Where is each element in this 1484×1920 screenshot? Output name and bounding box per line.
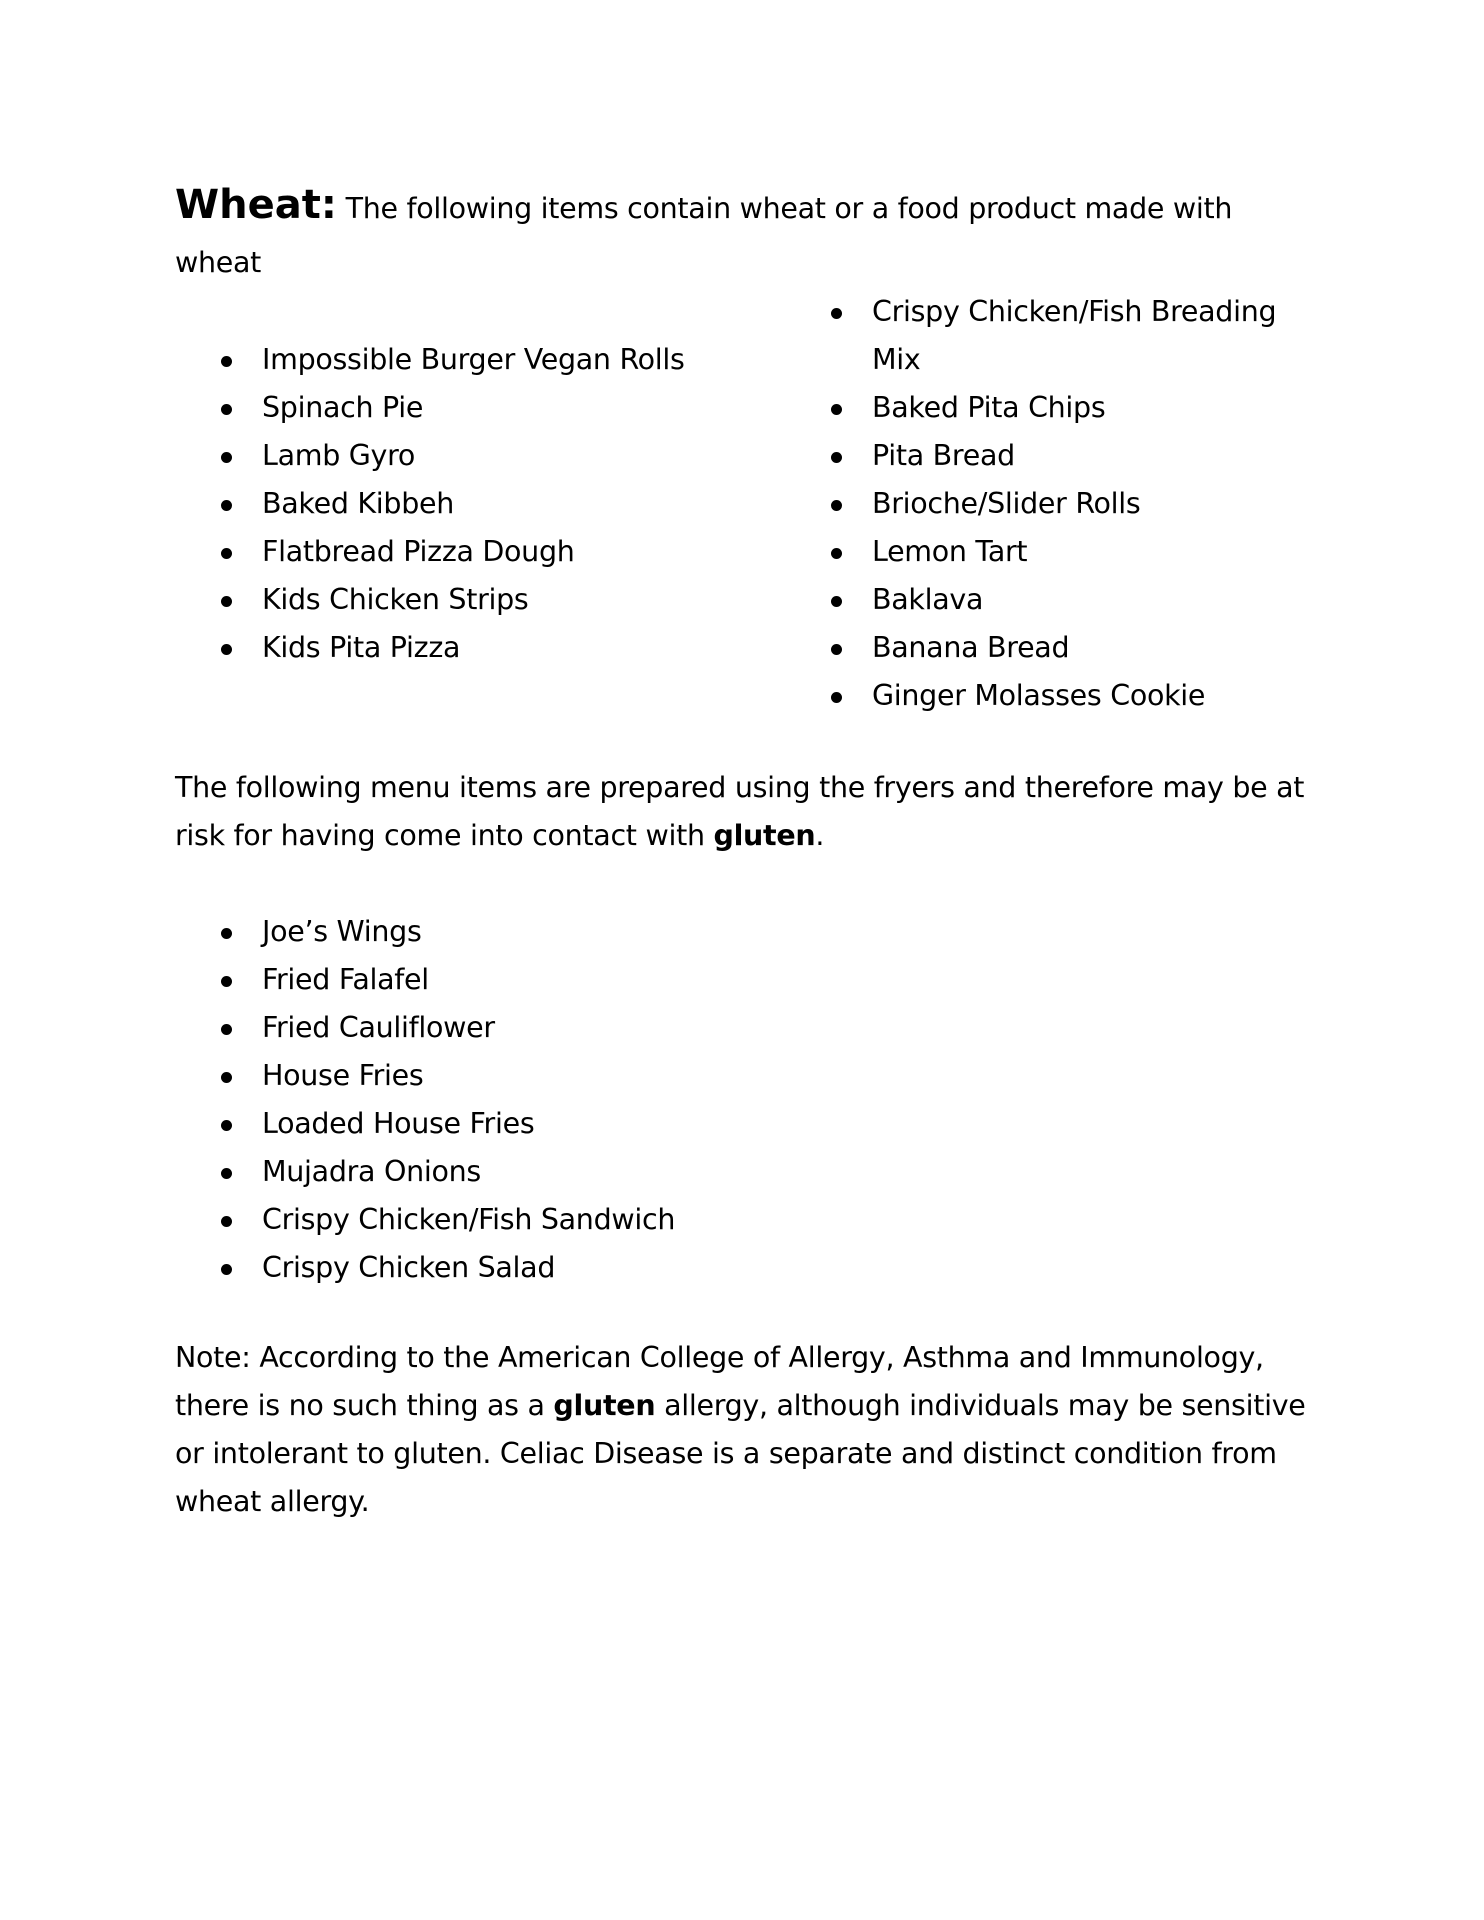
list-item (175, 432, 775, 480)
list-item-label: Brioche/Slider Rolls (872, 487, 1141, 520)
list-item (785, 528, 1315, 576)
list-item-label: Lamb Gyro (262, 439, 416, 472)
bullet-icon (221, 548, 232, 559)
list-item (785, 480, 1315, 528)
note-text-end: allergy, although individuals may be sensitive or intolerant to gluten. Celiac Disease is a separate and distinct condition from wheat allergy. (175, 1389, 1306, 1518)
list-item-label: Ginger Molasses Cookie (872, 679, 1206, 712)
list-item-label: Banana Bread (872, 631, 1070, 664)
bullet-icon (221, 500, 232, 511)
bullet-icon (831, 692, 842, 703)
list-item (785, 288, 1315, 384)
bullet-icon (221, 976, 232, 987)
note-gluten-emphasis: gluten (553, 1389, 656, 1422)
list-item-label: Crispy Chicken/Fish Breading Mix (872, 295, 1277, 376)
bullet-icon (221, 1024, 232, 1035)
list-item (175, 1052, 975, 1100)
list-item-label: Lemon Tart (872, 535, 1028, 568)
list-item-label: Impossible Burger Vegan Rolls (262, 343, 685, 376)
list-item-label: Flatbread Pizza Dough (262, 535, 575, 568)
bullet-icon (831, 452, 842, 463)
wheat-heading: Wheat: (175, 182, 337, 228)
fryer-gluten-emphasis: gluten (713, 819, 816, 852)
list-item (175, 1196, 975, 1244)
wheat-list-right (785, 288, 1315, 720)
list-item-label: Baked Pita Chips (872, 391, 1106, 424)
list-item (785, 672, 1315, 720)
bullet-icon (221, 1072, 232, 1083)
fryer-list (175, 908, 975, 1292)
list-item-label: House Fries (262, 1059, 424, 1092)
list-item-label: Crispy Chicken/Fish Sandwich (262, 1203, 676, 1236)
list-item (785, 384, 1315, 432)
bullet-icon (221, 928, 232, 939)
bullet-icon (221, 356, 232, 367)
note-text: Note: According to the American College of Allergy, Asthma and Immunology, there is no such thing as a (175, 1341, 1264, 1422)
list-item (175, 1100, 975, 1148)
list-item (785, 624, 1315, 672)
list-item (175, 1004, 975, 1052)
bullet-icon (221, 452, 232, 463)
list-item (785, 576, 1315, 624)
list-item (175, 1148, 975, 1196)
note-paragraph (175, 1334, 1315, 1526)
bullet-icon (221, 1120, 232, 1131)
bullet-icon (831, 500, 842, 511)
list-item (175, 384, 775, 432)
bullet-icon (221, 1168, 232, 1179)
list-item-label: Fried Cauliflower (262, 1011, 495, 1044)
bullet-icon (831, 404, 842, 415)
fryer-text: The following menu items are prepared using the fryers and therefore may be at risk for having come into contact with (175, 771, 1305, 852)
bullet-icon (221, 404, 232, 415)
list-item (175, 480, 775, 528)
bullet-icon (221, 1264, 232, 1275)
list-item-label: Baked Kibbeh (262, 487, 454, 520)
list-item-label: Fried Falafel (262, 963, 429, 996)
list-item-label: Pita Bread (872, 439, 1015, 472)
wheat-intro (175, 178, 1315, 290)
list-item (175, 528, 775, 576)
list-item (175, 956, 975, 1004)
bullet-icon (831, 548, 842, 559)
wheat-intro-text: The following items contain wheat or a food product made with wheat (175, 192, 1233, 279)
list-item (175, 576, 775, 624)
list-item (175, 908, 975, 956)
list-item-label: Spinach Pie (262, 391, 424, 424)
list-item-label: Loaded House Fries (262, 1107, 535, 1140)
list-item-label: Kids Pita Pizza (262, 631, 461, 664)
list-item-label: Crispy Chicken Salad (262, 1251, 556, 1284)
list-item-label: Mujadra Onions (262, 1155, 481, 1188)
bullet-icon (831, 308, 842, 319)
list-item (175, 336, 775, 384)
list-item-label: Baklava (872, 583, 984, 616)
fryer-text-end: . (815, 819, 825, 852)
list-item-label: Kids Chicken Strips (262, 583, 529, 616)
list-item-label: Joe’s Wings (262, 915, 422, 948)
bullet-icon (221, 644, 232, 655)
list-item (785, 432, 1315, 480)
bullet-icon (221, 596, 232, 607)
fryer-paragraph (175, 764, 1315, 860)
bullet-icon (831, 596, 842, 607)
bullet-icon (221, 1216, 232, 1227)
wheat-list-left (175, 336, 775, 672)
bullet-icon (831, 644, 842, 655)
list-item (175, 624, 775, 672)
list-item (175, 1244, 975, 1292)
